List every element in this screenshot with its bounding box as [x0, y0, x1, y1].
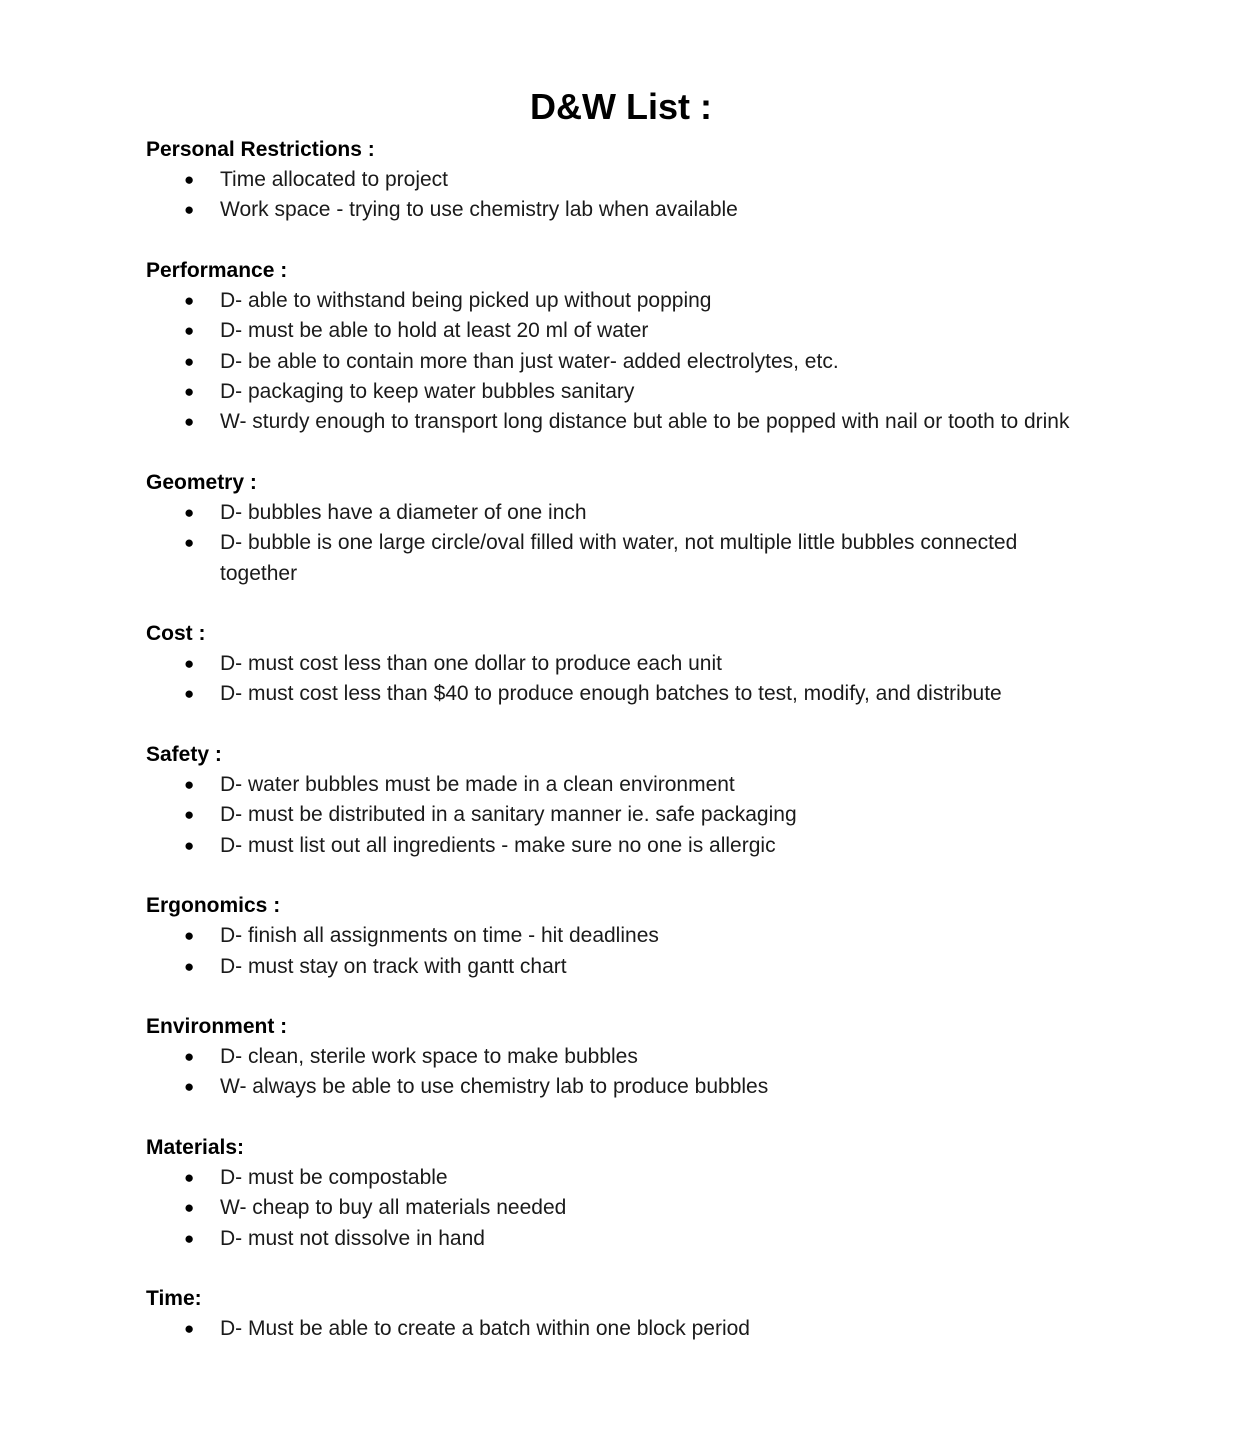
list-item-text: W- cheap to buy all materials needed — [220, 1196, 567, 1220]
list-item-text: D- finish all assignments on time - hit deadlines — [220, 924, 659, 948]
list-item — [146, 649, 1086, 679]
bullet-icon: ● — [184, 290, 195, 310]
list-item-text: D- must list out all ingredients - make sure no one is allergic — [220, 833, 776, 857]
section-ergonomics — [146, 891, 1086, 982]
list-item — [146, 195, 1086, 225]
list-item-text: D- must cost less than $40 to produce enough batches to test, modify, and distribute — [220, 682, 1002, 706]
bullet-icon: ● — [184, 835, 195, 855]
list-item-text: D- bubbles have a diameter of one inch — [220, 500, 587, 524]
list-item-text: D- able to withstand being picked up without popping — [220, 288, 712, 312]
section-heading: Safety : — [146, 742, 222, 766]
list-item-text: D- bubble is one large circle/oval filled with water, not multiple little bubbles connected together — [220, 531, 1018, 585]
bullet-list — [146, 649, 1086, 710]
list-item — [146, 528, 1086, 589]
list-item — [146, 1193, 1086, 1223]
bullet-list — [146, 921, 1086, 982]
section-performance — [146, 256, 1086, 438]
list-item — [146, 952, 1086, 982]
section-materials — [146, 1133, 1086, 1254]
list-item-text: D- must be distributed in a sanitary manner ie. safe packaging — [220, 803, 797, 827]
bullet-icon: ● — [184, 200, 195, 220]
list-item-text: D- must cost less than one dollar to produce each unit — [220, 652, 722, 676]
list-item — [146, 1042, 1086, 1072]
list-item-text: D- must not dissolve in hand — [220, 1226, 485, 1250]
bullet-list — [146, 1163, 1086, 1254]
bullet-icon: ● — [184, 654, 195, 674]
list-item-text: D- water bubbles must be made in a clean environment — [220, 772, 735, 796]
section-heading: Cost : — [146, 622, 206, 646]
bullet-icon: ● — [184, 684, 195, 704]
bullet-icon: ● — [184, 1077, 195, 1097]
section-environment — [146, 1012, 1086, 1103]
bullet-icon: ● — [184, 321, 195, 341]
bullet-icon: ● — [184, 956, 195, 976]
bullet-list — [146, 1042, 1086, 1103]
bullet-icon: ● — [184, 774, 195, 794]
list-item — [146, 347, 1086, 377]
list-item — [146, 498, 1086, 528]
bullet-list — [146, 1314, 1086, 1344]
bullet-icon: ● — [184, 1046, 195, 1066]
list-item-text: Work space - trying to use chemistry lab when available — [220, 198, 738, 222]
list-item-text: D- clean, sterile work space to make bubbles — [220, 1044, 638, 1068]
list-item — [146, 316, 1086, 346]
list-item — [146, 165, 1086, 195]
list-item-text: D- must stay on track with gantt chart — [220, 954, 567, 978]
list-item — [146, 831, 1086, 861]
bullet-list — [146, 286, 1086, 438]
list-item-text: Time allocated to project — [220, 168, 448, 191]
list-item — [146, 800, 1086, 830]
bullet-icon: ● — [184, 926, 195, 946]
bullet-icon: ● — [184, 1198, 195, 1218]
list-item-text: W- sturdy enough to transport long distance but able to be popped with nail or tooth to drink — [220, 410, 1070, 434]
bullet-icon: ● — [184, 351, 195, 371]
list-item — [146, 1072, 1086, 1102]
section-geometry — [146, 468, 1086, 589]
list-item-text: D- packaging to keep water bubbles sanitary — [220, 380, 635, 404]
document-title: D&W List : — [530, 86, 712, 127]
list-item — [146, 921, 1086, 951]
bullet-icon: ● — [184, 533, 195, 553]
bullet-list — [146, 165, 1086, 226]
bullet-list — [146, 498, 1086, 589]
document-body — [146, 135, 1086, 1374]
bullet-icon: ● — [184, 170, 195, 189]
list-item — [146, 377, 1086, 407]
section-personal-restrictions — [146, 135, 1086, 226]
section-heading: Personal Restrictions : — [146, 138, 375, 161]
section-cost — [146, 619, 1086, 710]
list-item — [146, 770, 1086, 800]
list-item — [146, 407, 1086, 437]
bullet-icon: ● — [184, 412, 195, 432]
list-item — [146, 1163, 1086, 1193]
bullet-icon: ● — [184, 382, 195, 402]
section-heading: Environment : — [146, 1014, 288, 1038]
list-item — [146, 1224, 1086, 1254]
section-heading: Performance : — [146, 258, 288, 282]
list-item — [146, 1314, 1086, 1344]
bullet-icon: ● — [184, 1318, 195, 1338]
section-heading: Time: — [146, 1286, 202, 1310]
list-item-text: D- must be able to hold at least 20 ml of water — [220, 319, 649, 343]
bullet-icon: ● — [184, 1228, 195, 1248]
list-item-text: D- Must be able to create a batch within one block period — [220, 1316, 750, 1340]
bullet-list — [146, 770, 1086, 861]
list-item — [146, 679, 1086, 709]
list-item-text: W- always be able to use chemistry lab to produce bubbles — [220, 1075, 769, 1099]
bullet-icon: ● — [184, 805, 195, 825]
list-item — [146, 286, 1086, 316]
section-heading: Ergonomics : — [146, 894, 281, 918]
section-heading: Geometry : — [146, 470, 257, 494]
section-time — [146, 1284, 1086, 1344]
list-item-text: D- must be compostable — [220, 1165, 448, 1189]
section-safety — [146, 740, 1086, 861]
list-item-text: D- be able to contain more than just water- added electrolytes, etc. — [220, 349, 839, 373]
bullet-icon: ● — [184, 502, 195, 522]
bullet-icon: ● — [184, 1167, 195, 1187]
section-heading: Materials: — [146, 1135, 245, 1159]
